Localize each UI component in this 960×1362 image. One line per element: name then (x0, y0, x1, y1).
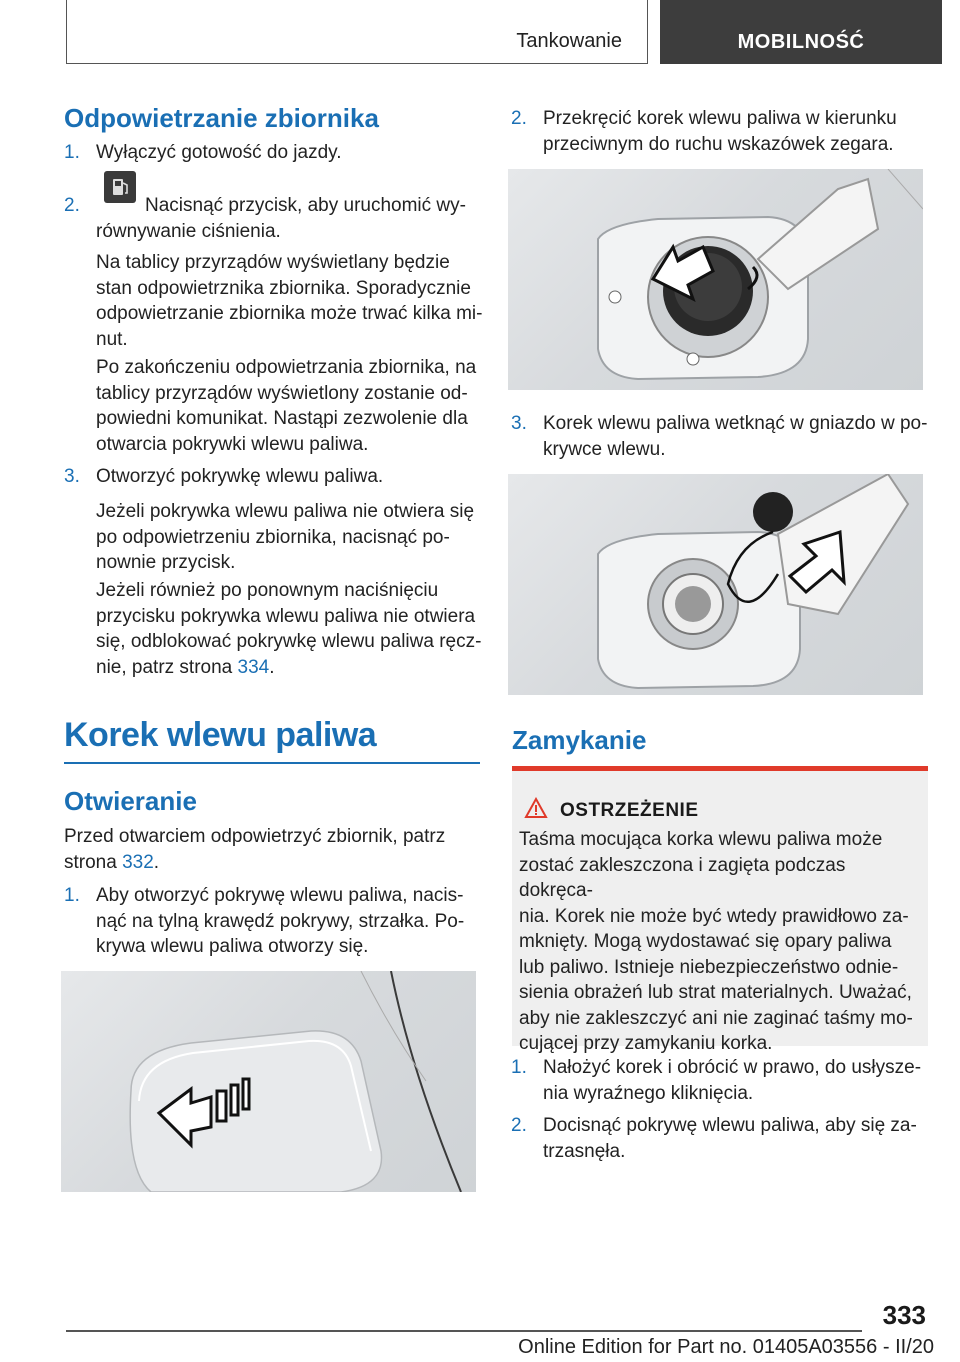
list-number: 1. (64, 885, 80, 906)
list-item (64, 883, 484, 960)
warning-title: OSTRZEŻENIE (560, 800, 699, 821)
paragraph: Jeżeli również po ponownym naciśnięciu przycisku pokrywka wlewu paliwa nie otwiera się, odblokować pokrywkę wlewu paliwa ręcz- nie, patrz strona 334. (96, 580, 482, 678)
list-text: Nacisnąć przycisk, aby uruchomić wy- (145, 195, 466, 216)
footer-edition: Online Edition for Part no. 01405A03556 - II/20 (518, 1336, 934, 1358)
list-item (511, 411, 931, 462)
list-item (511, 1113, 931, 1164)
list-text: Otworzyć pokrywkę wlewu paliwa. (96, 466, 384, 487)
header-chapter-tab[interactable]: MOBILNOŚĆ (660, 0, 942, 64)
list-text: nia wyraźnego kliknięcia. (543, 1082, 754, 1104)
list-number: 3. (64, 466, 80, 487)
photo-fuel-flap-closed (61, 971, 476, 1192)
list-text: trzasnęła. (543, 1140, 626, 1162)
list-text: Przekręcić korek wlewu paliwa w kierunku (543, 108, 897, 129)
paragraph: Po zakończeniu odpowietrzania zbiornika, na tablicy przyrządów wyświetlony zostanie od- powiedni komunikat. Nastąpi zezwolenie dla otwarcia pokrywki wlewu paliwa. (96, 357, 477, 455)
heading-fuel-cap: Korek wlewu paliwa (64, 716, 377, 754)
footer-rule (66, 1330, 862, 1332)
list-number: 1. (511, 1057, 527, 1078)
photo-twist-cap (508, 169, 923, 390)
list-text: nąć na tylną krawędź pokrywy, strzałka. Po- (96, 910, 465, 932)
paragraph: Na tablicy przyrządów wyświetlany będzie stan odpowietrznika zbiornika. Sporadycznie odpowietrzanie zbiornika może trwać kilka mi- nut. (96, 252, 483, 350)
warning-triangle-icon (524, 797, 548, 819)
list-number: 2. (511, 108, 527, 129)
list-number: 3. (511, 413, 527, 434)
heading-rule (64, 762, 480, 764)
page-number: 333 (882, 1300, 926, 1330)
list-item (64, 464, 484, 490)
list-text: przeciwnym do ruchu wskazówek zegara. (543, 133, 894, 155)
heading-opening: Otwieranie (64, 786, 197, 816)
list-number: 2. (64, 195, 80, 216)
paragraph: Przed otwarciem odpowietrzyć zbiornik, patrz strona 332. (64, 826, 446, 873)
list-number: 1. (64, 142, 80, 163)
photo-cap-stowed (508, 474, 923, 695)
list-text: Wyłączyć gotowość do jazdy. (96, 142, 342, 163)
page-link-332[interactable]: 332 (122, 851, 154, 873)
heading-tank-venting: Odpowietrzanie zbiornika (64, 103, 379, 133)
list-item (511, 106, 931, 157)
list-text: krywa wlewu paliwa otworzy się. (96, 936, 369, 957)
list-text: Nałożyć korek i obrócić w prawo, do usłysze- (543, 1057, 922, 1078)
page-link-334[interactable]: 334 (237, 656, 270, 678)
list-text: krywce wlewu. (543, 438, 666, 460)
warning-text: Taśma mocująca korka wlewu paliwa może zostać zakleszczona i zagięta podczas dokręca- nia. Korek nie może być wtedy prawidłowo za- mknięty. Mogą wydostawać się opary paliwa lub paliwo. Istnieje niebezpieczeństwo odnie- sienia obrażeń lub strat materialnych. Uważać, aby nie zakleszczyć ani nie zaginać taśmy mo- cującej przy zamykaniu korka. (519, 829, 913, 1054)
list-item (64, 193, 484, 244)
list-text: równywanie ciśnienia. (96, 220, 281, 242)
paragraph: Jeżeli pokrywka wlewu paliwa nie otwiera się po odpowietrzeniu zbiornika, nacisnąć po- nownie przycisk. (96, 501, 475, 573)
list-text: Aby otworzyć pokrywę wlewu paliwa, nacis- (96, 885, 464, 906)
list-number: 2. (511, 1115, 527, 1136)
heading-closing: Zamykanie (512, 725, 647, 755)
header-section-title: Tankowanie (516, 30, 622, 52)
warning-box (512, 766, 928, 1054)
list-text: Korek wlewu paliwa wetknąć w gniazdo w po- (543, 413, 928, 434)
fuel-pump-button-icon (104, 171, 136, 203)
list-item (511, 1055, 931, 1106)
list-text: Docisnąć pokrywę wlewu paliwa, aby się za- (543, 1115, 917, 1136)
list-item (64, 140, 484, 166)
